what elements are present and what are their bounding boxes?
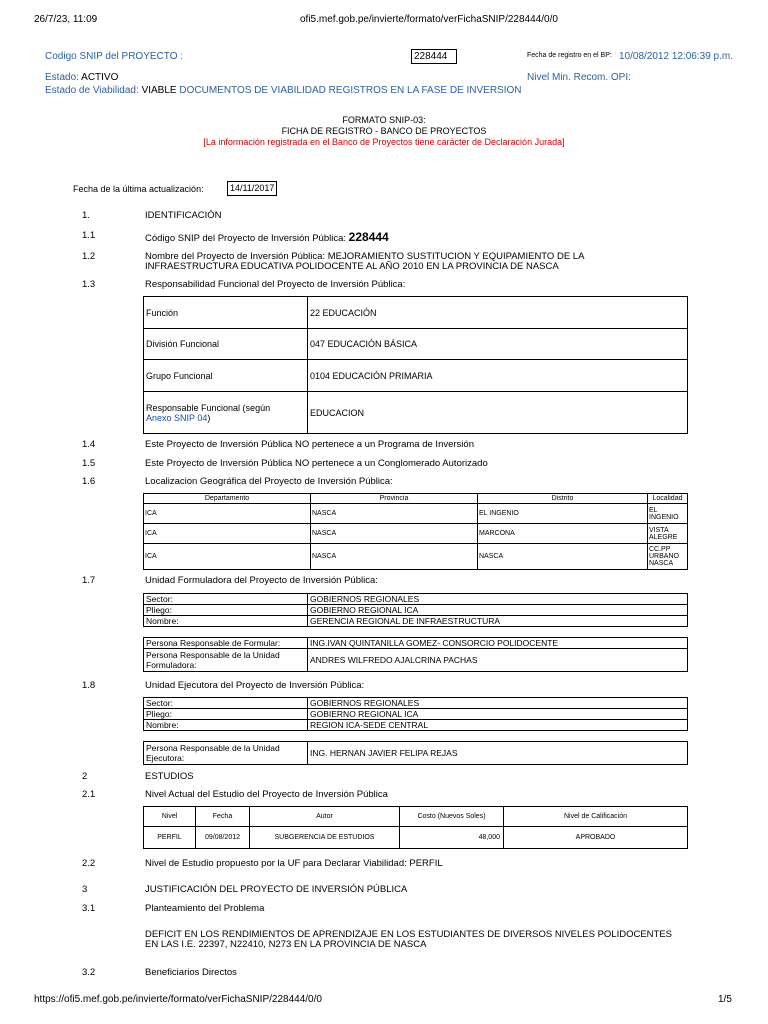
- problema-line1: DEFICIT EN LOS RENDIMIENTOS DE APRENDIZAJE EN LOS ESTUDIANTES DE DIVERSOS NIVELES POLIDOCENTES: [145, 929, 673, 940]
- table-row: [144, 360, 688, 392]
- funcion-value: 22 EDUCACIÓN: [308, 297, 688, 329]
- cell: ICA: [144, 544, 311, 570]
- section-1-6-title: Localizacion Geográfica del Proyecto de Inversión Pública:: [145, 476, 393, 487]
- cell: VISTA ALEGRE: [648, 524, 688, 544]
- estudios-table: [143, 806, 688, 849]
- section-2-1-title: Nivel Actual del Estudio del Proyecto de Inversión Pública: [145, 789, 388, 800]
- estado-row: [45, 72, 118, 83]
- table-row: [144, 649, 688, 672]
- responsable-funcional-value: EDUCACION: [308, 392, 688, 434]
- section-1-5-text: Este Proyecto de Inversión Pública NO pertenece a un Conglomerado Autorizado: [145, 458, 488, 469]
- col-provincia: Provincia: [311, 494, 478, 504]
- section-1-3-title: Responsabilidad Funcional del Proyecto de Inversión Pública:: [145, 279, 406, 290]
- section-2-num: 2: [82, 771, 88, 782]
- cell: NASCA: [478, 544, 648, 570]
- cell: GOBIERNO REGIONAL ICA: [308, 605, 688, 616]
- localizacion-table: [143, 493, 688, 570]
- col-costo: Costo (Nuevos Soles): [400, 807, 504, 827]
- section-2-2-num: 2.2: [82, 858, 96, 869]
- section-2-2-text: Nivel de Estudio propuesto por la UF para Declarar Viabilidad: PERFIL: [145, 858, 443, 869]
- section-1-4-num: 1.4: [82, 439, 96, 450]
- nivel-min-label: Nivel Min. Recom. OPI:: [527, 72, 631, 83]
- table-row: [144, 524, 688, 544]
- table-row: [144, 605, 688, 616]
- codigo-snip-inline-label: Código SNIP del Proyecto de Inversión Pública:: [145, 233, 347, 244]
- col-departamento: Departamento: [144, 494, 311, 504]
- table-row: [144, 720, 688, 731]
- ultima-actualizacion-label: Fecha de la última actualización:: [73, 184, 204, 194]
- cell: ANDRES WILFREDO AJALCRINA PACHAS: [308, 649, 688, 672]
- responsabilidad-table: [143, 296, 688, 434]
- table-row: [144, 638, 688, 649]
- section-3-2-num: 3.2: [82, 967, 96, 978]
- cell: Nombre:: [144, 720, 308, 731]
- cell: CC.PP URBANO NASCA: [648, 544, 688, 570]
- section-1-8-num: 1.8: [82, 680, 96, 691]
- grupo-value: 0104 EDUCACIÓN PRIMARIA: [308, 360, 688, 392]
- ejecutora-table: [143, 697, 688, 731]
- fecha-registro-label: Fecha de registro en el BP:: [527, 52, 612, 59]
- table-header-row: [144, 494, 688, 504]
- anexo-snip-04-link[interactable]: Anexo SNIP 04: [146, 412, 208, 423]
- documentos-viabilidad-link[interactable]: DOCUMENTOS DE VIABILIDAD: [179, 85, 326, 96]
- cell: ING.IVAN QUINTANILLA GOMEZ- CONSORCIO POLIDOCENTE: [308, 638, 688, 649]
- footer-url: https://ofi5.mef.gob.pe/invierte/formato/verFichaSNIP/228444/0/0: [34, 994, 322, 1005]
- nombre-proyecto-line2: INFRAESTRUCTURA EDUCATIVA POLIDOCENTE AL AÑO 2010 EN LA PROVINCIA DE NASCA: [145, 261, 559, 272]
- section-1-2-num: 1.2: [82, 251, 96, 262]
- viabilidad-label: Estado de Viabilidad:: [45, 85, 139, 96]
- title-line1: FORMATO SNIP-03:: [342, 115, 426, 125]
- table-row: [144, 329, 688, 360]
- formuladora-resp-table: [143, 637, 688, 672]
- section-1-1-num: 1.1: [82, 230, 96, 241]
- table-header-row: [144, 807, 688, 827]
- cell: GOBIERNOS REGIONALES: [308, 594, 688, 605]
- cell: ING. HERNAN JAVIER FELIPA REJAS: [308, 742, 688, 765]
- cell: MARCONA: [478, 524, 648, 544]
- cell: 09/08/2012: [196, 827, 250, 849]
- table-row: [144, 709, 688, 720]
- table-row: [144, 827, 688, 849]
- cell: GOBIERNO REGIONAL ICA: [308, 709, 688, 720]
- viabilidad-value: VIABLE: [141, 85, 177, 96]
- section-1-3-num: 1.3: [82, 279, 96, 290]
- section-1-6-num: 1.6: [82, 476, 96, 487]
- cell: GERENCIA REGIONAL DE INFRAESTRUCTURA: [308, 616, 688, 627]
- division-value: 047 EDUCACIÓN BÁSICA: [308, 329, 688, 360]
- cell: GOBIERNOS REGIONALES: [308, 698, 688, 709]
- codigo-snip-value: 228444: [411, 49, 457, 64]
- cell: EL INGENIO: [648, 504, 688, 524]
- estado-value: ACTIVO: [81, 72, 119, 83]
- codigo-snip-label: Codigo SNIP del PROYECTO :: [45, 51, 184, 62]
- section-1-8-title: Unidad Ejecutora del Proyecto de Inversión Pública:: [145, 680, 365, 691]
- cell: EL INGENIO: [478, 504, 648, 524]
- cell: SUBGERENCIA DE ESTUDIOS: [250, 827, 400, 849]
- section-3-1-num: 3.1: [82, 903, 96, 914]
- section-1-title: IDENTIFICACIÓN: [145, 210, 222, 221]
- section-1-7-num: 1.7: [82, 575, 96, 586]
- table-row: [144, 297, 688, 329]
- col-calificacion: Nivel de Calificación: [504, 807, 688, 827]
- nombre-proyecto-line1: Nombre del Proyecto de Inversión Pública: MEJORAMIENTO SUSTITUCION Y EQUIPAMIENTO DE LA: [145, 251, 585, 262]
- codigo-snip-inline-value: 228444: [348, 230, 389, 244]
- cell: Sector:: [144, 698, 308, 709]
- section-3-1-title: Planteamiento del Problema: [145, 903, 265, 914]
- col-fecha: Fecha: [196, 807, 250, 827]
- table-row: [144, 616, 688, 627]
- section-1-1-title: [145, 230, 389, 244]
- col-localidad: Localidad: [648, 494, 688, 504]
- table-row: [144, 594, 688, 605]
- print-datetime: 26/7/23, 11:09: [34, 14, 98, 25]
- responsable-funcional-text: Responsable Funcional (según: [146, 402, 271, 413]
- col-nivel: Nivel: [144, 807, 196, 827]
- section-1-num: 1.: [82, 210, 90, 221]
- section-3-num: 3: [82, 884, 88, 895]
- cell: Pliego:: [144, 709, 308, 720]
- table-row: [144, 504, 688, 524]
- funcion-label: Función: [144, 297, 308, 329]
- footer-page-number: 1/5: [718, 994, 732, 1005]
- responsable-funcional-label: [144, 392, 308, 434]
- cell: 48,000: [400, 827, 504, 849]
- grupo-label: Grupo Funcional: [144, 360, 308, 392]
- cell: PERFIL: [144, 827, 196, 849]
- table-row: [144, 544, 688, 570]
- print-url: ofi5.mef.gob.pe/invierte/formato/verFichaSNIP/228444/0/0: [300, 14, 558, 25]
- fecha-registro-value: 10/08/2012 12:06:39 p.m.: [619, 51, 733, 62]
- declaration-notice: [La información registrada en el Banco de Proyectos tiene carácter de Declaración Jurada]: [203, 137, 565, 147]
- section-1-7-title: Unidad Formuladora del Proyecto de Inversión Pública:: [145, 575, 378, 586]
- close-paren: ): [207, 412, 211, 423]
- ejecutora-resp-table: [143, 741, 688, 765]
- table-row: [144, 392, 688, 434]
- formuladora-table: [143, 593, 688, 627]
- section-1-4-text: Este Proyecto de Inversión Pública NO pertenece a un Programa de Inversión: [145, 439, 474, 450]
- cell: Persona Responsable de Formular:: [144, 638, 308, 649]
- col-distrito: Distrito: [478, 494, 648, 504]
- problema-line2: EN LAS I.E. 22397, N22410, N273 EN LA PROVINCIA DE NASCA: [145, 939, 427, 950]
- cell: Persona Responsable de la Unidad Ejecutora:: [144, 742, 308, 765]
- cell: ICA: [144, 504, 311, 524]
- ultima-actualizacion-value: 14/11/2017: [227, 181, 277, 196]
- cell: Nombre:: [144, 616, 308, 627]
- section-2-title: ESTUDIOS: [145, 771, 194, 782]
- cell: APROBADO: [504, 827, 688, 849]
- estado-label: Estado:: [45, 72, 79, 83]
- viabilidad-row: [45, 85, 522, 96]
- cell: NASCA: [311, 524, 478, 544]
- cell: NASCA: [311, 504, 478, 524]
- cell: Sector:: [144, 594, 308, 605]
- section-2-1-num: 2.1: [82, 789, 96, 800]
- title-line2: FICHA DE REGISTRO - BANCO DE PROYECTOS: [281, 126, 487, 136]
- division-label: División Funcional: [144, 329, 308, 360]
- cell: Persona Responsable de la Unidad Formuladora:: [144, 649, 308, 672]
- section-3-2-title: Beneficiarios Directos: [145, 967, 237, 978]
- section-1-5-num: 1.5: [82, 458, 96, 469]
- table-row: [144, 742, 688, 765]
- registros-fase-inversion-link[interactable]: REGISTROS EN LA FASE DE INVERSION: [328, 85, 522, 96]
- cell: ICA: [144, 524, 311, 544]
- section-3-title: JUSTIFICACIÓN DEL PROYECTO DE INVERSIÓN PÚBLICA: [145, 884, 408, 895]
- cell: REGION ICA-SEDE CENTRAL: [308, 720, 688, 731]
- cell: Pliego:: [144, 605, 308, 616]
- col-autor: Autor: [250, 807, 400, 827]
- table-row: [144, 698, 688, 709]
- cell: NASCA: [311, 544, 478, 570]
